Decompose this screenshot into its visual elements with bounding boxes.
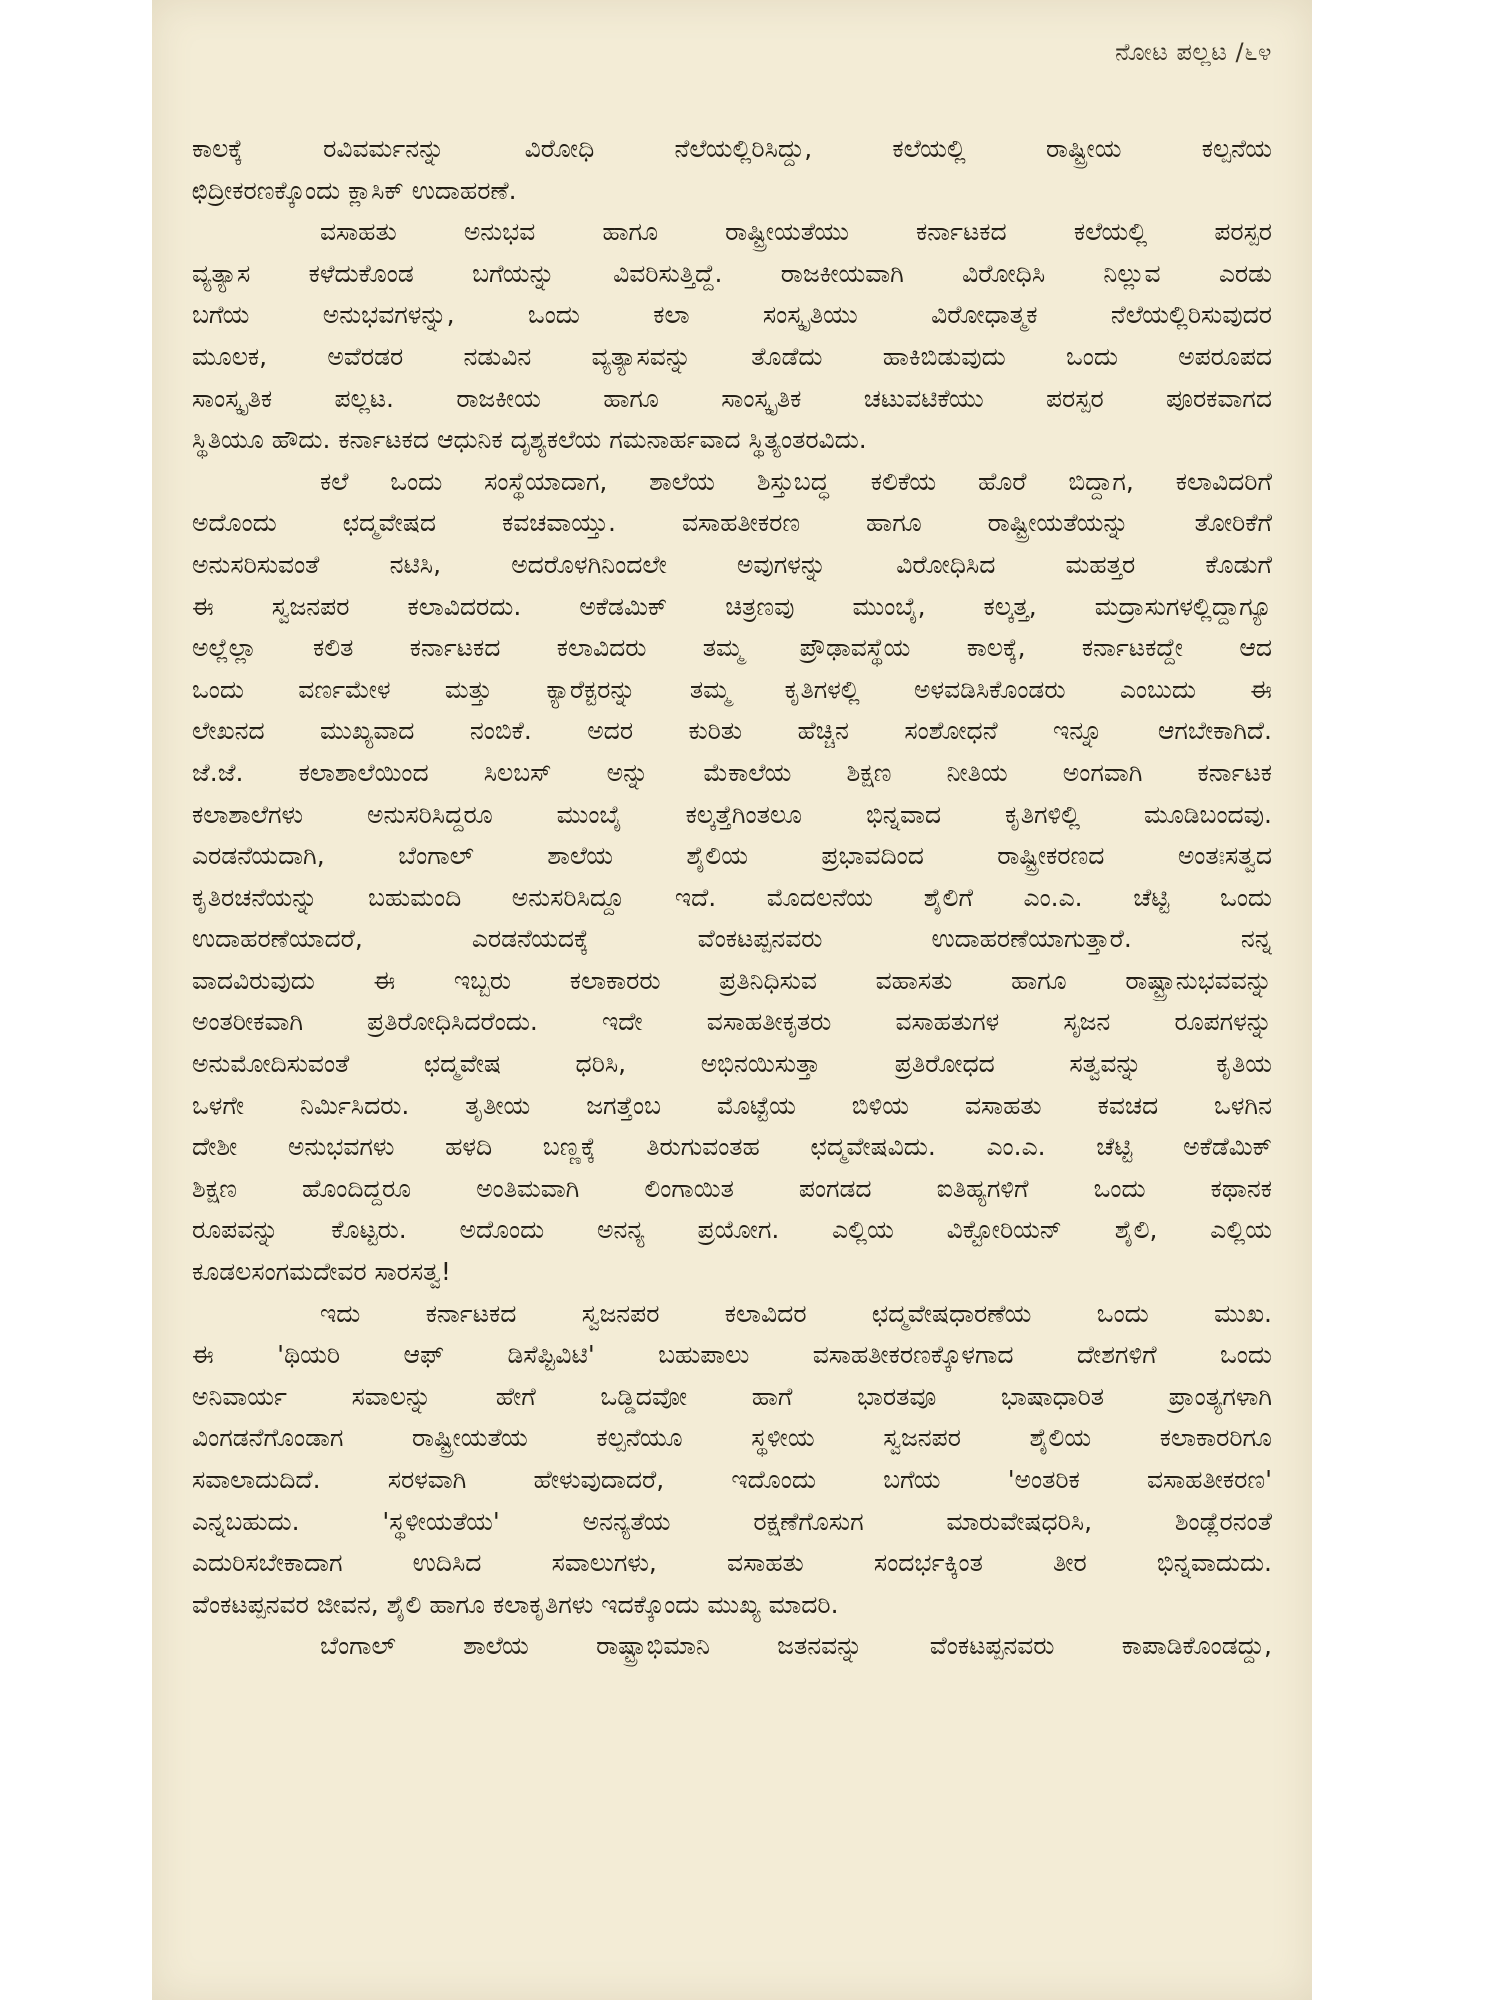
text-line: ವಸಾಹತು ಅನುಭವ ಹಾಗೂ ರಾಷ್ಟ್ರೀಯತೆಯು ಕರ್ನಾಟಕದ ಕಲೆಯಲ್ಲಿ ಪರಸ್ಪರ (320, 217, 1272, 247)
text-line: ಅನಿವಾರ್ಯ ಸವಾಲನ್ನು ಹೇಗೆ ಒಡ್ಡಿದವೋ ಹಾಗೆ ಭಾರತವೂ ಭಾಷಾಧಾರಿತ ಪ್ರಾಂತ್ಯಗಳಾಗಿ (192, 1381, 1272, 1411)
text-line: ಅಂತರೀಕವಾಗಿ ಪ್ರತಿರೋಧಿಸಿದರೆಂದು. ಇದೇ ವಸಾಹತೀಕೃತರು ವಸಾಹತುಗಳ ಸೃಜನ ರೂಪಗಳನ್ನು (192, 1007, 1272, 1037)
text-line: ವ್ಯತ್ಯಾಸ ಕಳೆದುಕೊಂಡ ಬಗೆಯನ್ನು ವಿವರಿಸುತ್ತಿದ್ದೆ. ರಾಜಕೀಯವಾಗಿ ವಿರೋಧಿಸಿ ನಿಲ್ಲುವ ಎರಡು (192, 258, 1272, 288)
text-line: ವಿಂಗಡನೆಗೊಂಡಾಗ ರಾಷ್ಟ್ರೀಯತೆಯ ಕಲ್ಪನೆಯೂ ಸ್ಥಳೀಯ ಸ್ವಜನಪರ ಶೈಲಿಯ ಕಲಾಕಾರರಿಗೂ (192, 1423, 1272, 1453)
text-line: ಮೂಲಕ, ಅವೆರಡರ ನಡುವಿನ ವ್ಯತ್ಯಾಸವನ್ನು ತೊಡೆದು ಹಾಕಿಬಿಡುವುದು ಒಂದು ಅಪರೂಪದ (192, 341, 1272, 371)
text-line: ಲೇಖನದ ಮುಖ್ಯವಾದ ನಂಬಿಕೆ. ಅದರ ಕುರಿತು ಹೆಚ್ಚಿನ ಸಂಶೋಧನೆ ಇನ್ನೂ ಆಗಬೇಕಾಗಿದೆ. (192, 716, 1272, 746)
body-text (192, 128, 1272, 1667)
text-line: ಎದುರಿಸಬೇಕಾದಾಗ ಉದಿಸಿದ ಸವಾಲುಗಳು, ವಸಾಹತು ಸಂದರ್ಭಕ್ಕಿಂತ ತೀರ ಭಿನ್ನವಾದುದು. (192, 1548, 1272, 1578)
text-line: ಎನ್ನಬಹುದು. 'ಸ್ಥಳೀಯತೆಯ' ಅನನ್ಯತೆಯ ರಕ್ಷಣೆಗೊಸುಗ ಮಾರುವೇಷಧರಿಸಿ, ಶಿಂಡ್ಲೆರನಂತೆ (192, 1506, 1272, 1536)
book-page (152, 0, 1312, 2000)
text-line: ಶಿಕ್ಷಣ ಹೊಂದಿದ್ದರೂ ಅಂತಿಮವಾಗಿ ಲಿಂಗಾಯಿತ ಪಂಗಡದ ಐತಿಹ್ಯಗಳಿಗೆ ಒಂದು ಕಥಾನಕ (192, 1173, 1272, 1203)
text-line: ಇದು ಕರ್ನಾಟಕದ ಸ್ವಜನಪರ ಕಲಾವಿದರ ಛದ್ಮವೇಷಧಾರಣೆಯ ಒಂದು ಮುಖ. (320, 1298, 1272, 1328)
text-line: ರೂಪವನ್ನು ಕೊಟ್ಟರು. ಅದೊಂದು ಅನನ್ಯ ಪ್ರಯೋಗ. ಎಲ್ಲಿಯ ವಿಕ್ಟೋರಿಯನ್ ಶೈಲಿ, ಎಲ್ಲಿಯ (192, 1215, 1272, 1245)
text-line: ಬೆಂಗಾಲ್ ಶಾಲೆಯ ರಾಷ್ಟ್ರಾಭಿಮಾನಿ ಜತನವನ್ನು ವೆಂಕಟಪ್ಪನವರು ಕಾಪಾಡಿಕೊಂಡದ್ದು, (320, 1631, 1272, 1661)
text-line: ಕಲಾಶಾಲೆಗಳು ಅನುಸರಿಸಿದ್ದರೂ ಮುಂಬೈ ಕಲ್ಕತ್ತೆಗಿಂತಲೂ ಭಿನ್ನವಾದ ಕೃತಿಗಳಿಲ್ಲಿ ಮೂಡಿಬಂದವು. (192, 799, 1272, 829)
text-line: ಕಲೆ ಒಂದು ಸಂಸ್ಥೆಯಾದಾಗ, ಶಾಲೆಯ ಶಿಸ್ತುಬದ್ಧ ಕಲಿಕೆಯ ಹೊರೆ ಬಿದ್ದಾಗ, ಕಲಾವಿದರಿಗೆ (320, 466, 1272, 496)
text-line: ಈ 'ಥಿಯರಿ ಆಫ್ ಡಿಸೆಪ್ಟಿವಿಟಿ' ಬಹುಪಾಲು ವಸಾಹತೀಕರಣಕ್ಕೊಳಗಾದ ದೇಶಗಳಿಗೆ ಒಂದು (192, 1340, 1272, 1370)
text-line: ವೆಂಕಟಪ್ಪನವರ ಜೀವನ, ಶೈಲಿ ಹಾಗೂ ಕಲಾಕೃತಿಗಳು ಇದಕ್ಕೊಂದು ಮುಖ್ಯ ಮಾದರಿ. (192, 1589, 839, 1619)
text-line: ಜೆ.ಜೆ. ಕಲಾಶಾಲೆಯಿಂದ ಸಿಲಬಸ್ ಅನ್ನು ಮೆಕಾಲೆಯ ಶಿಕ್ಷಣ ನೀತಿಯ ಅಂಗವಾಗಿ ಕರ್ನಾಟಕ (192, 757, 1272, 787)
text-line: ದೇಶೀ ಅನುಭವಗಳು ಹಳದಿ ಬಣ್ಣಕ್ಕೆ ತಿರುಗುವಂತಹ ಛದ್ಮವೇಷವಿದು. ಎಂ.ಎ. ಚೆಟ್ಟಿ ಅಕೆಡೆಮಿಕ್ (192, 1132, 1272, 1162)
text-line: ವಾದವಿರುವುದು ಈ ಇಬ್ಬರು ಕಲಾಕಾರರು ಪ್ರತಿನಿಧಿಸುವ ವಹಾಸತು ಹಾಗೂ ರಾಷ್ಟ್ರಾನುಭವವನ್ನು (192, 965, 1272, 995)
running-header: ನೋಟ ಪಲ್ಲಟ /೬೪ (1115, 38, 1272, 66)
text-line: ಸಾಂಸ್ಕೃತಿಕ ಪಲ್ಲಟ. ರಾಜಕೀಯ ಹಾಗೂ ಸಾಂಸ್ಕೃತಿಕ ಚಟುವಟಿಕೆಯು ಪರಸ್ಪರ ಪೂರಕವಾಗದ (192, 383, 1272, 413)
text-line: ಕೂಡಲಸಂಗಮದೇವರ ಸಾರಸತ್ವ! (192, 1257, 451, 1287)
text-line: ಅದೊಂದು ಛದ್ಮವೇಷದ ಕವಚವಾಯ್ತು. ವಸಾಹತೀಕರಣ ಹಾಗೂ ರಾಷ್ಟ್ರೀಯತೆಯನ್ನು ತೋರಿಕೆಗೆ (192, 508, 1272, 538)
text-line: ಈ ಸ್ವಜನಪರ ಕಲಾವಿದರದು. ಅಕೆಡಮಿಕ್ ಚಿತ್ರಣವು ಮುಂಬೈ, ಕಲ್ಕತ್ತ, ಮದ್ರಾಸುಗಳಲ್ಲಿದ್ದಾಗ್ಯೂ (192, 591, 1272, 621)
text-line: ಕೃತಿರಚನೆಯನ್ನು ಬಹುಮಂದಿ ಅನುಸರಿಸಿದ್ದೂ ಇದೆ. ಮೊದಲನೆಯ ಶೈಲಿಗೆ ಎಂ.ಎ. ಚೆಟ್ಟಿ ಒಂದು (192, 882, 1272, 912)
text-line: ಒಂದು ವರ್ಣಮೇಳ ಮತ್ತು ಕ್ಯಾರೆಕ್ಟರನ್ನು ತಮ್ಮ ಕೃತಿಗಳಲ್ಲಿ ಅಳವಡಿಸಿಕೊಂಡರು ಎಂಬುದು ಈ (192, 674, 1272, 704)
text-line: ಕಾಲಕ್ಕೆ ರವಿವರ್ಮನನ್ನು ವಿರೋಧಿ ನೆಲೆಯಲ್ಲಿರಿಸಿದ್ದು, ಕಲೆಯಲ್ಲಿ ರಾಷ್ಟ್ರೀಯ ಕಲ್ಪನೆಯ (192, 134, 1272, 163)
text-line: ಅನುಸರಿಸುವಂತೆ ನಟಿಸಿ, ಅದರೊಳಗಿನಿಂದಲೇ ಅವುಗಳನ್ನು ವಿರೋಧಿಸಿದ ಮಹತ್ತರ ಕೊಡುಗೆ (192, 549, 1272, 579)
text-line: ಉದಾಹರಣೆಯಾದರೆ, ಎರಡನೆಯದಕ್ಕೆ ವೆಂಕಟಪ್ಪನವರು ಉದಾಹರಣೆಯಾಗುತ್ತಾರೆ. ನನ್ನ (192, 924, 1272, 954)
text-line: ಅಲ್ಲೆಲ್ಲಾ ಕಲಿತ ಕರ್ನಾಟಕದ ಕಲಾವಿದರು ತಮ್ಮ ಪ್ರೌಢಾವಸ್ಥೆಯ ಕಾಲಕ್ಕೆ, ಕರ್ನಾಟಕದ್ದೇ ಆದ (192, 633, 1272, 663)
text-line: ಸವಾಲಾದುದಿದೆ. ಸರಳವಾಗಿ ಹೇಳುವುದಾದರೆ, ಇದೊಂದು ಬಗೆಯ 'ಅಂತರಿಕ ವಸಾಹತೀಕರಣ' (192, 1465, 1272, 1494)
text-line: ಬಗೆಯ ಅನುಭವಗಳನ್ನು, ಒಂದು ಕಲಾ ಸಂಸ್ಕೃತಿಯು ವಿರೋಧಾತ್ಮಕ ನೆಲೆಯಲ್ಲಿರಿಸುವುದರ (192, 300, 1272, 330)
text-line: ಛಿದ್ರೀಕರಣಕ್ಕೊಂದು ಕ್ಲಾಸಿಕ್ ಉದಾಹರಣೆ. (192, 175, 517, 205)
text-line: ಸ್ಥಿತಿಯೂ ಹೌದು. ಕರ್ನಾಟಕದ ಆಧುನಿಕ ದೃಶ್ಯಕಲೆಯ ಗಮನಾರ್ಹವಾದ ಸ್ಥಿತ್ಯಂತರವಿದು. (192, 425, 867, 455)
text-line: ಎರಡನೆಯದಾಗಿ, ಬೆಂಗಾಲ್ ಶಾಲೆಯ ಶೈಲಿಯ ಪ್ರಭಾವದಿಂದ ರಾಷ್ಟ್ರೀಕರಣದ ಅಂತಃಸತ್ವದ (192, 841, 1272, 871)
text-line: ಒಳಗೇ ನಿರ್ಮಿಸಿದರು. ತೃತೀಯ ಜಗತ್ತೆಂಬ ಮೊಟ್ಟೆಯ ಬಿಳಿಯ ವಸಾಹತು ಕವಚದ ಒಳಗಿನ (192, 1090, 1272, 1120)
text-line: ಅನುಮೋದಿಸುವಂತೆ ಛದ್ಮವೇಷ ಧರಿಸಿ, ಅಭಿನಯಿಸುತ್ತಾ ಪ್ರತಿರೋಧದ ಸತ್ವವನ್ನು ಕೃತಿಯ (192, 1049, 1272, 1079)
